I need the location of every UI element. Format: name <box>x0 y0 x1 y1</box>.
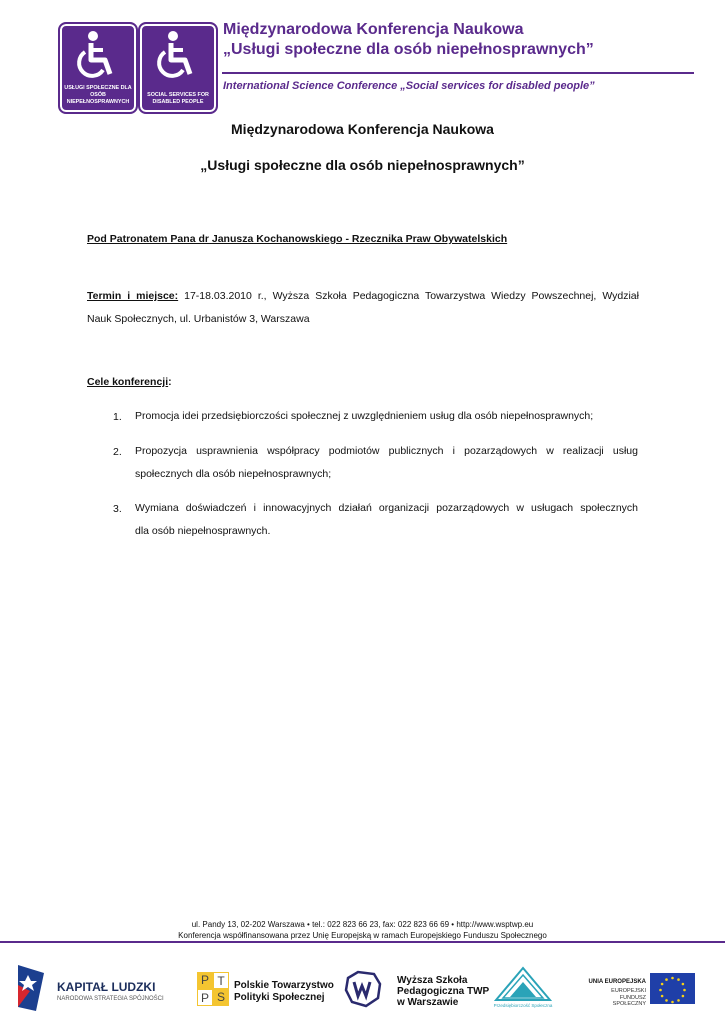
eu-flag <box>650 973 695 1009</box>
goal-line1: Wymiana doświadczeń i innowacyjnych działań organizacji pozarządowych w usługach społecznych <box>135 502 638 514</box>
wsp-name-line3: w Warszawie <box>397 997 459 1008</box>
eu-line3: FUNDUSZ SPOŁECZNY <box>612 995 646 1007</box>
logo-caption-pl: USŁUGI SPOŁECZNE DLA OSÓB NIEPEŁNOSPRAWNYCH <box>64 85 132 105</box>
goals-label: Cele konferencji <box>87 376 169 388</box>
goal-line2: dla osób niepełnosprawnych. <box>135 525 271 537</box>
footer-address: ul. Pandy 13, 02-202 Warszawa • tel.: 022 823 66 23, fax: 022 823 66 69 • http://www.wsptwp.eu <box>191 920 534 929</box>
wsp-name-line1: Wyższa Szkoła <box>397 975 468 986</box>
header-subtitle-en: International Science Conference „Social services for disabled people” <box>223 80 595 92</box>
logo-caption-en: SOCIAL SERVICES FOR DISABLED PEOPLE <box>147 92 209 105</box>
wheelchair-icon <box>73 30 119 80</box>
goals-heading <box>87 371 172 394</box>
goal-line1: Propozycja usprawnienia współpracy podmiotów publicznych i pozarządowych w realizacji usług <box>135 445 638 457</box>
goal-item <box>135 405 638 428</box>
document-title-line2: „Usługi społeczne dla osób niepełnosprawnych” <box>200 157 525 173</box>
goal-number: 2. <box>113 446 122 458</box>
wsp-emblem-icon <box>344 970 384 1008</box>
header-title-line2: „Usługi społeczne dla osób niepełnosprawnych” <box>223 41 594 58</box>
goal-line2: społecznych dla osób niepełnosprawnych; <box>135 468 332 480</box>
venue-line2: Nauk Społecznych, ul. Urbanistów 3, Warszawa <box>87 313 310 325</box>
venue-label: Termin i miejsce: <box>87 290 179 302</box>
eu-line1: UNIA EUROPEJSKA <box>588 979 646 985</box>
goal-line1: Promocja idei przedsiębiorczości społecznej z uwzględnieniem usług dla osób niepełnosprawnych; <box>135 410 594 422</box>
ptps-name-line1: Polskie Towarzystwo <box>234 980 334 991</box>
pyramid-caption: Przedsiębiorczość Społeczna <box>493 1003 553 1008</box>
ptps-letter: T <box>213 972 229 989</box>
header-title-line1: Międzynarodowa Konferencja Naukowa <box>223 21 524 38</box>
patronage-text: Pod Patronatem Pana dr Janusza Kochanowskiego - Rzecznika Praw Obywatelskich <box>87 233 508 245</box>
footer-divider <box>0 941 725 943</box>
eu-flag-icon <box>650 973 695 1004</box>
kapital-ludzki-emblem-icon <box>14 963 48 1013</box>
wsp-twp-logo <box>344 970 384 1013</box>
goals-colon: : <box>168 376 172 388</box>
footer-funding: Konferencja współfinansowana przez Unię Europejską w ramach Europejskiego Funduszu Społecznego <box>178 931 547 940</box>
goal-number: 1. <box>113 411 122 423</box>
ptps-logo <box>197 972 229 1006</box>
eu-line2: EUROPEJSKI <box>611 988 646 994</box>
patronage-line <box>87 228 507 251</box>
ptps-letter: P <box>197 972 213 989</box>
kapital-ludzki-logo <box>14 963 48 1018</box>
ptps-letter: S <box>213 989 229 1006</box>
social-entrepreneurship-logo <box>494 966 552 1007</box>
venue-paragraph <box>87 285 639 331</box>
document-title-line1: Międzynarodowa Konferencja Naukowa <box>231 121 494 137</box>
kl-title: KAPITAŁ LUDZKI <box>57 980 156 994</box>
goal-number: 3. <box>113 503 122 515</box>
ptps-letter: P <box>197 989 213 1006</box>
header-divider <box>222 72 694 74</box>
kl-subtitle: NARODOWA STRATEGIA SPÓJNOŚCI <box>57 996 164 1002</box>
venue-line1: 17-18.03.2010 r., Wyższa Szkoła Pedagogiczna Towarzystwa Wiedzy Powszechnej, Wydział <box>178 290 639 302</box>
conference-logo-pl <box>58 22 138 114</box>
wheelchair-icon <box>153 30 199 80</box>
ptps-name-line2: Polityki Społecznej <box>234 992 325 1003</box>
goal-item <box>135 497 638 543</box>
wsp-name-line2: Pedagogiczna TWP <box>397 986 490 997</box>
goal-item <box>135 440 638 486</box>
conference-logo-en <box>138 22 218 114</box>
pyramid-icon <box>494 966 552 1002</box>
